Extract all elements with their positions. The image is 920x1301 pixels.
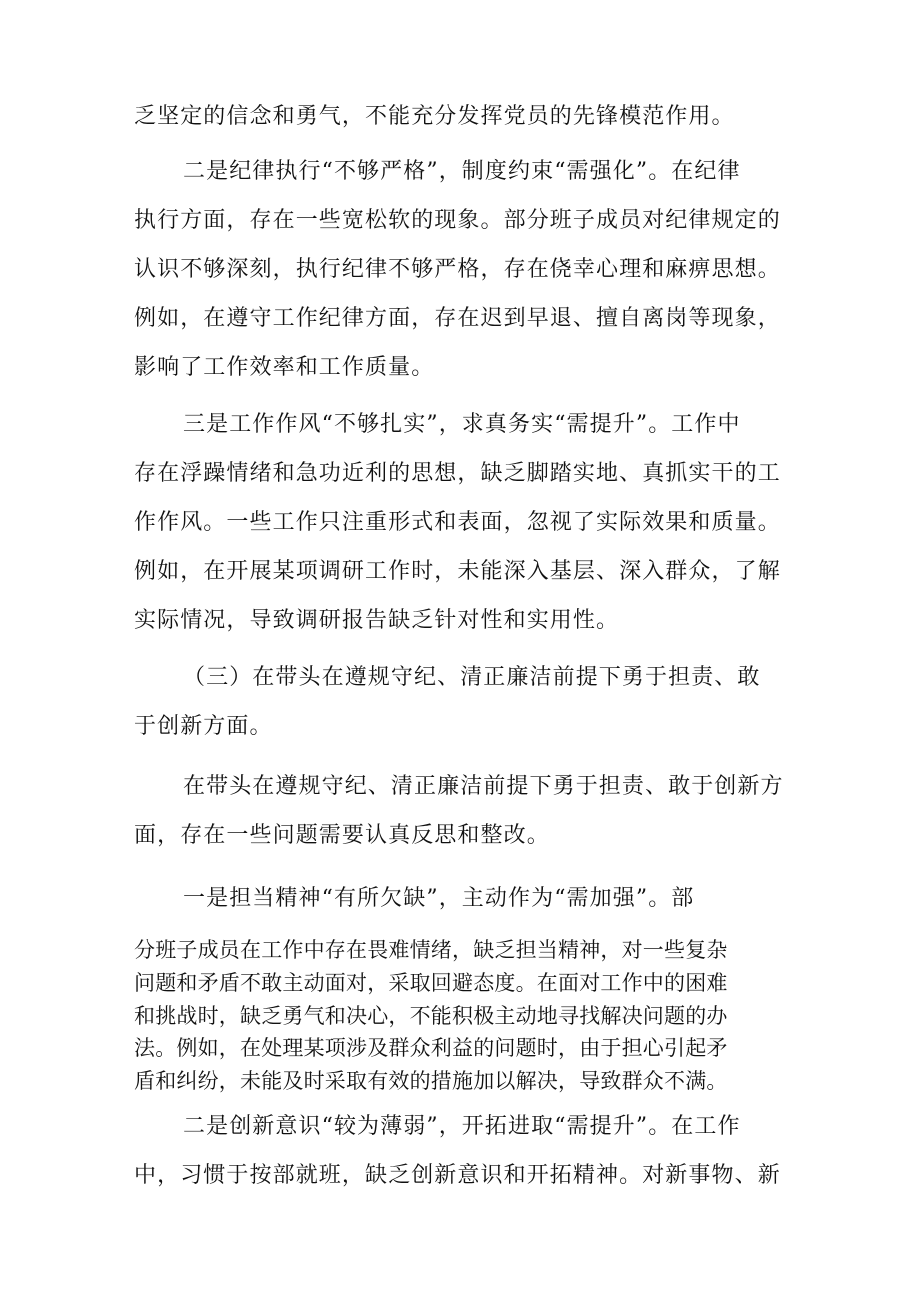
text-line: 实际情况，导致调研报告缺乏针对性和实用性。	[134, 608, 620, 633]
text-line: 分班子成员在工作中存在畏难情绪，缺乏担当精神，对一些复杂	[134, 938, 728, 962]
text-line: 作作风。一些工作只注重形式和表面，忽视了实际效果和质量。	[134, 510, 781, 535]
text-line: 面，存在一些问题需要认真反思和整改。	[134, 823, 550, 848]
text-line: 中，习惯于按部就班，缺乏创新意识和开拓精神。对新事物、新	[134, 1163, 781, 1188]
section-heading-line: （三）在带头在遵规守纪、清正廉洁前提下勇于担责、敢	[183, 665, 761, 690]
text-line: 认识不够深刻，执行纪律不够严格，存在侥幸心理和麻痹思想。	[134, 257, 781, 282]
section-heading-line: 于创新方面。	[134, 714, 273, 739]
text-line: 和挑战时，缺乏勇气和决心，不能积极主动地寻找解决问题的办	[134, 1004, 728, 1028]
text-line: 例如，在开展某项调研工作时，未能深入基层、深入群众，了解	[134, 559, 781, 584]
paragraph-first-line: 一是担当精神“有所欠缺”，主动作为“需加强”。部	[183, 886, 695, 911]
text-line: 例如，在遵守工作纪律方面，存在迟到早退、擅自离岗等现象，	[134, 306, 781, 331]
text-line: 存在浮躁情绪和急功近利的思想，缺乏脚踏实地、真抓实干的工	[134, 461, 781, 486]
text-line: 法。例如，在处理某项涉及群众利益的问题时，由于担心引起矛	[134, 1036, 728, 1060]
text-line: 执行方面，存在一些宽松软的现象。部分班子成员对纪律规定的	[134, 208, 781, 233]
paragraph-first-line: 二是纪律执行“不够严格”，制度约束“需强化”。在纪律	[183, 159, 741, 184]
paragraph-first-line: 三是工作作风“不够扎实”，求真务实“需提升”。工作中	[183, 412, 741, 437]
text-line: 盾和纠纷，未能及时采取有效的措施加以解决，导致群众不满。	[134, 1069, 728, 1093]
paragraph-first-line: 二是创新意识“较为薄弱”，开拓进取“需提升”。在工作	[183, 1114, 741, 1139]
text-line: 问题和矛盾不敢主动面对，采取回避态度。在面对工作中的困难	[134, 971, 728, 995]
text-line: 乏坚定的信念和勇气，不能充分发挥党员的先锋模范作用。	[134, 104, 735, 129]
text-line: 影响了工作效率和工作质量。	[134, 355, 435, 380]
paragraph-first-line: 在带头在遵规守纪、清正廉洁前提下勇于担责、敢于创新方	[183, 774, 784, 799]
